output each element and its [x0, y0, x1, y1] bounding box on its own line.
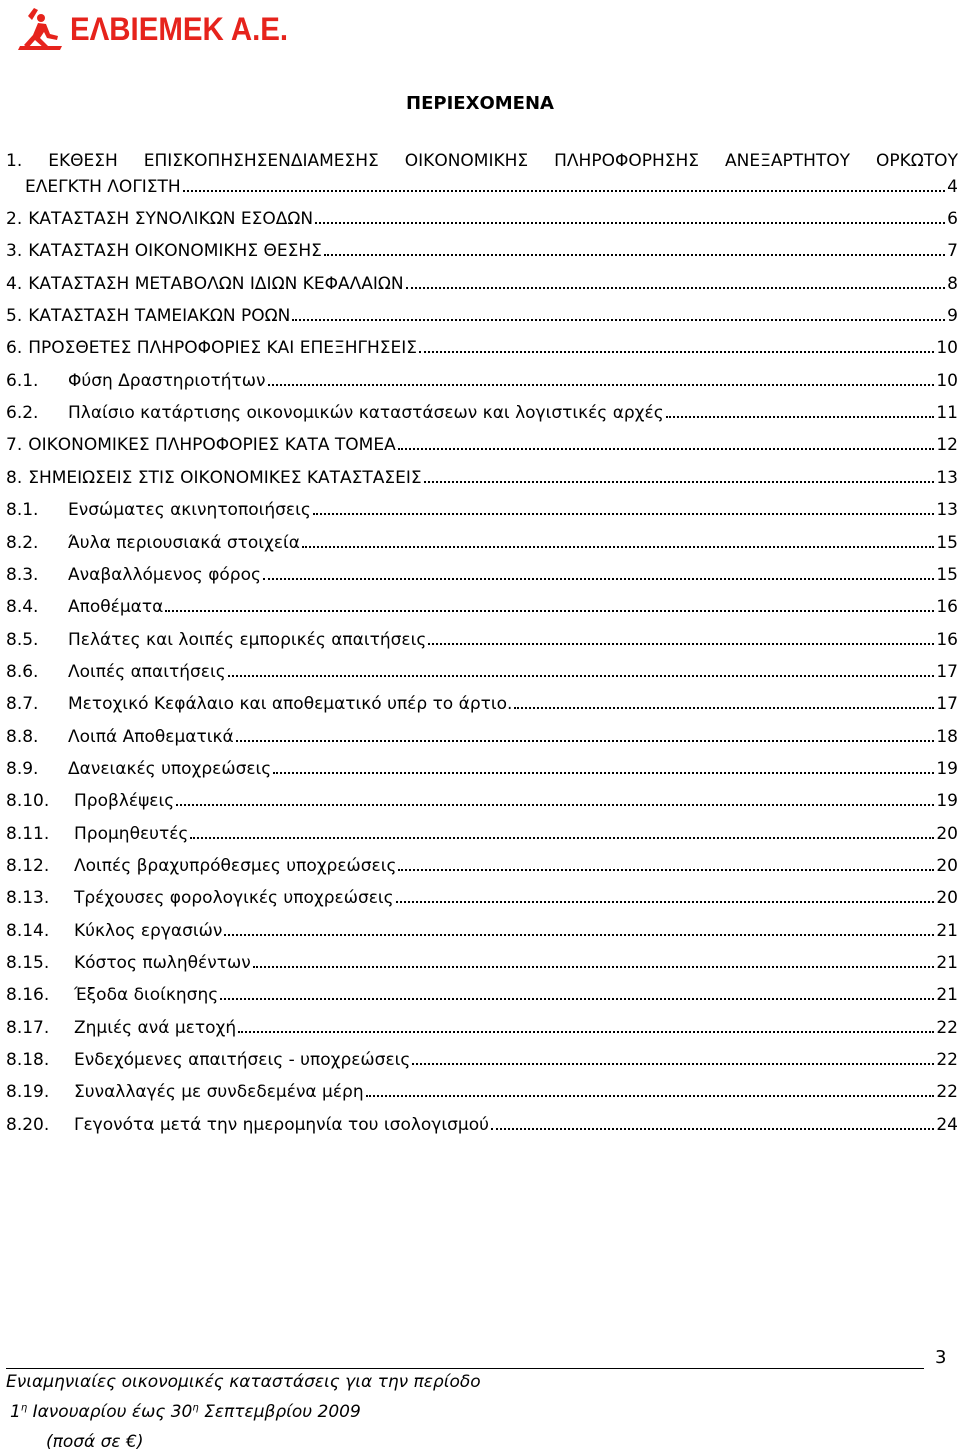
toc-entry-page: 21: [936, 985, 958, 1006]
dot-leader: [263, 578, 934, 580]
toc-entry-page: 15: [936, 532, 958, 553]
toc-entry-number: 8.5.: [6, 629, 39, 650]
footer-divider: [6, 1368, 924, 1369]
toc-entry-number: 2.: [6, 209, 23, 229]
toc-entry-label: ΚΑΤΑΣΤΑΣΗ ΤΑΜΕΙΑΚΩΝ ΡΟΩΝ: [28, 306, 291, 327]
dot-leader: [514, 707, 934, 709]
toc-entry-page: 16: [936, 629, 958, 650]
toc-entry[interactable]: [6, 845, 958, 877]
dot-leader: [424, 481, 935, 483]
dot-leader: [302, 546, 934, 548]
toc-entry-number: 8.18.: [6, 1050, 50, 1071]
page-number: 3: [935, 1347, 947, 1368]
toc-entry-number: 8.2.: [6, 532, 39, 553]
toc-entry-page: 22: [936, 1082, 958, 1103]
toc-entry-page: 21: [936, 920, 958, 941]
toc-entry[interactable]: [6, 327, 958, 359]
toc-entry-label: ΚΑΤΑΣΤΑΣΗ ΟΙΚΟΝΟΜΙΚΗΣ ΘΕΣΗΣ: [28, 241, 322, 262]
toc-entry-number: 8.14.: [6, 920, 50, 941]
dot-leader: [313, 513, 935, 515]
toc-entry-label: Φύση Δραστηριοτήτων: [68, 370, 266, 391]
toc-entry[interactable]: [6, 716, 958, 748]
toc-entry-page: 10: [936, 338, 958, 359]
footer-period: [10, 1402, 361, 1422]
toc-entry-number: 8.6.: [6, 661, 39, 682]
toc-entry-label: ΠΡΟΣΘΕΤΕΣ ΠΛΗΡΟΦΟΡΙΕΣ ΚΑΙ ΕΠΕΞΗΓΗΣΕΙΣ: [28, 338, 418, 359]
toc-entry-page: 11: [936, 403, 958, 424]
toc-entry-label: ΕΛΕΓΚΤΗ ΛΟΓΙΣΤΗ: [25, 177, 181, 197]
toc-entry[interactable]: [6, 1071, 958, 1103]
toc-entry-number: 7.: [6, 435, 23, 456]
toc-entry-number: 4.: [6, 273, 23, 294]
toc-entry-label: Αποθέματα: [68, 597, 164, 618]
toc-entry-label: Προμηθευτές: [74, 823, 189, 844]
footer-period-sup: η: [20, 1402, 28, 1414]
toc-entry-number: 8.17.: [6, 1017, 50, 1038]
toc-entry[interactable]: [6, 877, 958, 909]
toc-entry-label: Πλαίσιο κατάρτισης οικονομικών καταστάσεων και λογιστικές αρχές: [68, 403, 664, 424]
toc-entry-page: 22: [936, 1017, 958, 1038]
dot-leader: [183, 190, 945, 192]
toc-entry-label: Κόστος πωληθέντων: [74, 953, 251, 974]
toc-entry-number: 8.15.: [6, 953, 50, 974]
toc-entry-number: 8.: [6, 467, 23, 488]
toc-entry-number: 8.8.: [6, 726, 39, 747]
footer-period-part: Ιανουαρίου έως 30: [27, 1402, 193, 1422]
toc-entry-number: 6.2.: [6, 403, 39, 424]
runner-with-flag-icon: [14, 6, 66, 52]
toc-entry-page: 20: [936, 888, 958, 909]
toc-entry-page: 20: [936, 823, 958, 844]
dot-leader: [236, 740, 935, 742]
toc-entry-label: Αναβαλλόμενος φόρος: [68, 564, 261, 585]
toc-entry-number: 8.16.: [6, 985, 50, 1006]
toc-entry-1-line2[interactable]: [6, 166, 958, 198]
toc-entry-label: Έξοδα διοίκησης: [74, 985, 219, 1006]
toc-entry-label: Γεγονότα μετά την ημερομηνία του ισολογισμού: [74, 1114, 489, 1135]
dot-leader: [238, 1031, 934, 1033]
toc-entry-label: Κύκλος εργασιών: [74, 920, 223, 941]
toc-entry[interactable]: [6, 974, 958, 1006]
toc-entry-number: 8.4.: [6, 597, 39, 618]
toc-entry-word: ΠΛΗΡΟΦΟΡΗΣΗΣ: [554, 151, 700, 171]
dot-leader: [398, 869, 934, 871]
toc-entry-page: 22: [936, 1050, 958, 1071]
toc-entry-label: Ζημιές ανά μετοχή: [74, 1017, 237, 1038]
company-logo: [14, 6, 307, 52]
company-name: ΕΛΒΙΕΜΕΚ Α.Ε.: [70, 10, 289, 47]
toc-entry-page: 18: [936, 726, 958, 747]
dot-leader: [253, 966, 935, 968]
toc-entry-page: 16: [936, 597, 958, 618]
toc-entry[interactable]: [6, 424, 958, 456]
toc-entry-label: Άυλα περιουσιακά στοιχεία: [68, 532, 300, 553]
toc-entry[interactable]: [6, 910, 958, 942]
dot-leader: [428, 643, 934, 645]
toc-entry[interactable]: [6, 586, 958, 618]
toc-entry-number: 6.: [6, 338, 23, 359]
dot-leader: [366, 1095, 935, 1097]
toc-entry[interactable]: [6, 780, 958, 812]
toc-entry[interactable]: [6, 748, 958, 780]
toc-entry[interactable]: [6, 619, 958, 651]
toc-entry-label: Ενσώματες ακινητοποιήσεις: [68, 500, 311, 521]
toc-entry-page: 21: [936, 953, 958, 974]
toc-entry[interactable]: [6, 1104, 958, 1136]
toc-entry-page: 10: [936, 370, 958, 391]
toc-entry-label: Δανειακές υποχρεώσεις: [68, 758, 272, 779]
footer-period-part: Σεπτεμβρίου 2009: [198, 1402, 361, 1422]
dot-leader: [324, 254, 945, 256]
toc-entry[interactable]: [6, 230, 958, 262]
footer-period-part: 1: [10, 1402, 21, 1422]
toc-entry[interactable]: [6, 263, 958, 295]
toc-entry[interactable]: [6, 295, 958, 327]
toc-entry[interactable]: [6, 813, 958, 845]
toc-entry-page: 9: [947, 306, 958, 327]
toc-entry-page: 17: [936, 661, 958, 682]
toc-entry[interactable]: [6, 457, 958, 489]
toc-entry-page: 12: [936, 435, 958, 456]
toc-entry-number: 8.11.: [6, 823, 50, 844]
toc-entry-label: Πελάτες και λοιπές εμπορικές απαιτήσεις: [68, 629, 427, 650]
dot-leader: [406, 287, 946, 289]
toc-entry-number: 5.: [6, 306, 23, 327]
dot-leader: [292, 319, 945, 321]
toc-entry-word: ΑΝΕΞΑΡΤΗΤΟΥ: [725, 151, 851, 171]
toc-entry-label: Λοιπές βραχυπρόθεσμες υποχρεώσεις: [74, 856, 397, 876]
toc-entry[interactable]: [6, 651, 958, 683]
toc-title: ΠΕΡΙΕΧΟΜΕΝΑ: [406, 93, 554, 114]
toc-entry-number: 8.7.: [6, 694, 39, 715]
toc-entry-label: Λοιπές απαιτήσεις: [68, 661, 226, 682]
toc-entry-page: 19: [936, 758, 958, 779]
dot-leader: [176, 804, 934, 806]
toc-entry[interactable]: [6, 1039, 958, 1071]
dot-leader: [419, 351, 934, 353]
footer-title: Ενιαμηνιαίες οικονομικές καταστάσεις για την περίοδο: [6, 1372, 481, 1392]
toc-entry-number: 8.3.: [6, 564, 39, 585]
toc-entry-page: 24: [936, 1114, 958, 1135]
dot-leader: [666, 416, 935, 418]
toc-entry-page: 20: [936, 856, 958, 876]
toc-entry-number: 6.1.: [6, 370, 39, 391]
toc-entry-label: Προβλέψεις: [74, 791, 175, 812]
toc-entry-number: 8.19.: [6, 1082, 50, 1103]
dot-leader: [491, 1128, 934, 1130]
toc-entry-page: 15: [936, 564, 958, 585]
toc-entry[interactable]: [6, 198, 958, 230]
dot-leader: [412, 1063, 934, 1065]
toc-entry-word: ΕΚΘΕΣΗ: [48, 151, 118, 171]
dot-leader: [398, 448, 935, 450]
toc-entry-label: Μετοχικό Κεφάλαιο και αποθεματικό υπέρ το άρτιο.: [68, 694, 513, 715]
dot-leader: [224, 934, 934, 936]
toc-entry[interactable]: [6, 489, 958, 521]
toc-entry-label: Συναλλαγές με συνδεδεμένα μέρη: [74, 1082, 364, 1103]
toc-entry[interactable]: [6, 554, 958, 586]
toc-entry-page: 19: [936, 791, 958, 812]
dot-leader: [396, 901, 935, 903]
toc-entry-number: 8.1.: [6, 500, 39, 521]
toc-entry[interactable]: [6, 392, 958, 424]
toc-entry[interactable]: [6, 522, 958, 554]
toc-entry-number: 8.13.: [6, 888, 50, 909]
toc-entry[interactable]: [6, 1007, 958, 1039]
toc-entry-word: ΟΙΚΟΝΟΜΙΚΗΣ: [404, 151, 529, 171]
toc-entry-number: 8.20.: [6, 1114, 50, 1135]
toc-entry-label: Τρέχουσες φορολογικές υποχρεώσεις: [74, 888, 394, 909]
toc-entry-page: 7: [947, 241, 958, 262]
toc-entry[interactable]: [6, 360, 958, 392]
footer-period-sup: η: [192, 1402, 199, 1414]
toc-entry-page: 17: [936, 694, 958, 715]
toc-entry-page: 4: [947, 177, 958, 197]
toc-entry-label: Λοιπά Αποθεματικά: [68, 726, 234, 747]
toc-entry-page: 8: [947, 273, 958, 294]
toc-entry-number: 1.: [6, 151, 23, 171]
toc-entry[interactable]: [6, 683, 958, 715]
toc-entry-number: 8.9.: [6, 758, 39, 779]
toc-entry[interactable]: [6, 942, 958, 974]
dot-leader: [315, 222, 945, 224]
dot-leader: [165, 610, 934, 612]
toc-entry-label: Ενδεχόμενες απαιτήσεις - υποχρεώσεις: [74, 1050, 411, 1071]
dot-leader: [268, 384, 935, 386]
toc-entry-page: 13: [936, 500, 958, 521]
toc-entry-word: ΕΠΙΣΚΟΠΗΣΗΣΕΝΔΙΑΜΕΣΗΣ: [143, 151, 379, 171]
toc-entry-number: 8.12.: [6, 856, 50, 876]
dot-leader: [220, 998, 934, 1000]
toc-entry-label: ΟΙΚΟΝΟΜΙΚΕΣ ΠΛΗΡΟΦΟΡΙΕΣ ΚΑΤΑ ΤΟΜΕΑ: [28, 435, 396, 456]
toc-entry-word: ΟΡΚΩΤΟΥ: [876, 151, 958, 171]
toc-entry-label: ΚΑΤΑΣΤΑΣΗ ΜΕΤΑΒΟΛΩΝ ΙΔΙΩΝ ΚΕΦΑΛΑΙΩΝ: [28, 273, 404, 294]
toc-entry-label: ΣΗΜΕΙΩΣΕΙΣ ΣΤΙΣ ΟΙΚΟΝΟΜΙΚΕΣ ΚΑΤΑΣΤΑΣΕΙΣ: [28, 467, 422, 488]
dot-leader: [273, 772, 934, 774]
toc-entry-number: 3.: [6, 241, 23, 262]
toc-entry-page: 6: [947, 209, 958, 229]
toc-entry-page: 13: [936, 467, 958, 488]
toc-entry-number: 8.10.: [6, 791, 50, 812]
dot-leader: [228, 675, 935, 677]
toc-entry-label: ΚΑΤΑΣΤΑΣΗ ΣΥΝΟΛΙΚΩΝ ΕΣΟΔΩΝ: [28, 209, 314, 229]
footer-currency: (ποσά σε €): [46, 1432, 144, 1452]
dot-leader: [190, 837, 934, 839]
